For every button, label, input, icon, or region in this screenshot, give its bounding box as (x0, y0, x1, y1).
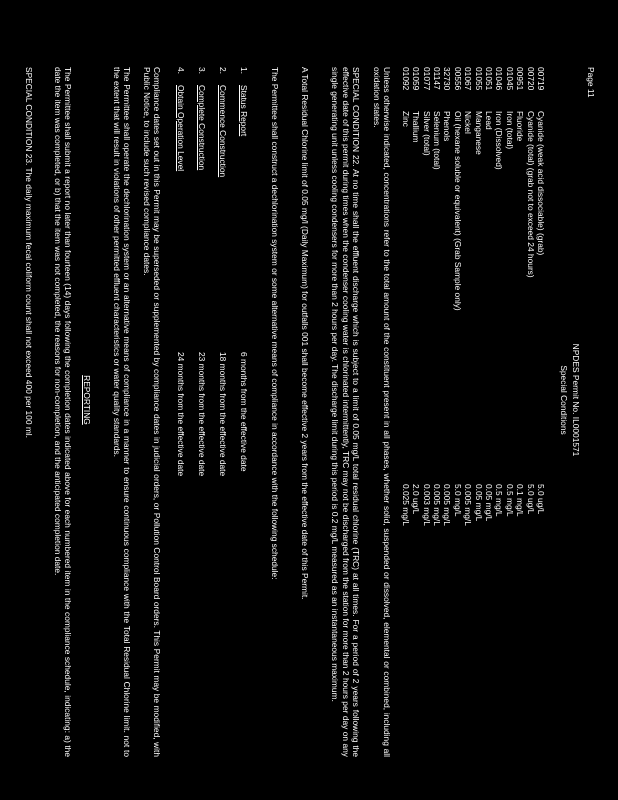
parameter-code: 01077 (421, 67, 432, 91)
schedule-item-number: 2. (218, 67, 228, 74)
parameter-code-column (401, 67, 546, 90)
parameter-name-column (401, 111, 546, 311)
schedule-item-task: Complete Construction (197, 85, 207, 171)
schedule-item-number: 4. (176, 67, 186, 74)
parameter-name: Selenium (total) (432, 111, 443, 170)
parameter-limit: 0.05 mg/L (484, 484, 495, 522)
schedule-item-due: 24 months from the effective date (176, 352, 186, 477)
parameter-code: 01045 (504, 67, 515, 91)
parameter-code: 01059 (411, 67, 422, 91)
parameter-name: Lead (484, 111, 495, 130)
chlorine-limit-paragraph: A Total Residual Chlorine limit of 0.05 mg/l (Daily Maximum) for outfalls 001 shall become effective 2 years from the effective date of this Permit. (300, 67, 310, 600)
parameter-name: Iron (Dissolved) (494, 111, 505, 170)
special-condition-22: SPECIAL CONDITION 22. At no time shall the effluent discharge which is subject to a limit of 0.05 mg/L total residual chlorine (TRC) at all times. For a period of 2 years following the effective date of this permit during times when the condenser cooling water is chlorinated intermittently, TRC may not be discharged from the station for more than 2 hours per day on any single generating unit unless cooling condensers for more than 2 hours per day. The discharge limit during this period is 0.2 mg/L measured as an instantaneous maximum. (330, 67, 361, 757)
parameter-code: 01051 (484, 67, 495, 91)
schedule-item (217, 67, 228, 767)
parameter-code: 01147 (432, 67, 443, 90)
dechlorination-operation-paragraph: The Permittee shall operate the dechlorination system or an alternative means of compliance in a manner to ensure continuous compliance with the Total Residual Chlorine limit. not to the extent that will result in violations of other permitted effluent characteristics or water quality standards. (111, 67, 132, 757)
parameter-name: Nickel (463, 111, 474, 134)
section-title: Special Conditions (559, 365, 569, 435)
parameter-code: 01067 (463, 67, 474, 91)
parameter-code: 01055 (473, 67, 484, 91)
parameter-code: 01046 (494, 67, 505, 91)
parameter-limit: 0.5 mg/L (504, 484, 515, 517)
reporting-heading: REPORTING (82, 375, 92, 425)
parameter-name: Manganese (473, 111, 484, 155)
parameter-name: Iron (total) (504, 111, 515, 150)
schedule-item-number: 3. (197, 67, 207, 74)
parameter-limit: 2.0 ug/L (411, 484, 422, 515)
parameter-limit: 0.05 mg/L (473, 484, 484, 522)
schedule-item-task: Commence Construction (218, 85, 228, 178)
parameter-limit: 5.0 ug/L (536, 484, 546, 515)
parameter-name: Thallium (411, 111, 422, 143)
special-condition-23: SPECIAL CONDITION 23. The daily maximum fecal coliform count shall not exceed 400 per 100 ml. (24, 67, 34, 438)
parameter-code: 00719 (536, 67, 546, 91)
concentration-note: Unless otherwise indicated, concentrations refer to the total amount of the constituent present in all phases, whether solid, suspended or dissolved, elemental or combined, including all oxidation states. (371, 67, 392, 757)
parameter-limit: 5.0 ug/L (525, 484, 536, 515)
schedule-item-task: Obtain Operation Level (176, 85, 186, 172)
parameter-code: 00720 (525, 67, 536, 91)
reporting-paragraph: The Permittee shall submit a report no later than fourteen (14) days following the completion dates indicated above for each numbered item in the compliance schedule, indicating: a) the date the item was completed, or b) that the item was not completed, the reasons for non-completion, and the anticipated completion date. (52, 67, 73, 757)
parameter-name: Cyanide (weak acid dissociable) (grab) (536, 111, 546, 256)
parameter-limit: 0.5 mg/L (494, 484, 505, 517)
schedule-item-due: 6 months from the effective date (239, 352, 249, 472)
schedule-item (196, 67, 207, 767)
parameter-limit: 0.005 mg/L (463, 484, 474, 526)
schedule-item (175, 67, 186, 767)
parameter-limit: 0.003 mg/L (421, 484, 432, 526)
parameter-name: Silver (total) (421, 111, 432, 156)
parameter-limit: 0.005 mg/L (432, 484, 443, 526)
schedule-item-due: 18 months from the effective date (218, 352, 228, 477)
page-label: Page 11 (586, 67, 596, 98)
parameter-code: 01092 (400, 67, 411, 91)
parameter-limit: 0.025 mg/L (400, 484, 411, 526)
parameter-code: 32730 (442, 67, 453, 91)
parameter-limit: 0.1 mg/L (515, 484, 526, 517)
schedule-item-number: 1. (239, 67, 249, 74)
schedule-intro: The Permittee shall construct a dechlorination system or some alternative means of compliance in accordance with the following schedule: (270, 67, 280, 580)
parameter-name: Fluoride (515, 111, 526, 142)
parameter-name: Phenols (442, 111, 453, 142)
parameter-code: 00951 (515, 67, 526, 91)
parameter-code: 00556 (452, 67, 463, 91)
parameter-limit: 0.005 mg/L (442, 484, 453, 526)
schedule-item (238, 67, 249, 767)
parameter-limit: 5.0 mg/L (452, 484, 463, 517)
schedule-item-task: Status Report (239, 85, 249, 137)
compliance-dates-paragraph: Compliance dates set out in this Permit may be superseded or supplemented by compliance dates in judicial orders, or Pollution Control Board orders. This Permit may be modified, with Public Notice, to include such revised compliance dates. (141, 67, 162, 757)
parameter-name: Oil (hexane soluble or equivalent) (Grab Sample only) (452, 111, 463, 311)
parameter-limit-column (401, 484, 546, 526)
permit-title: NPDES Permit No. IL0001571 (571, 343, 581, 457)
parameter-name: Zinc (400, 111, 411, 127)
parameter-name: Cyanide (total) (grab not to exceed 24 hours) (525, 111, 536, 278)
schedule-item-due: 23 months from the effective date (197, 352, 207, 477)
